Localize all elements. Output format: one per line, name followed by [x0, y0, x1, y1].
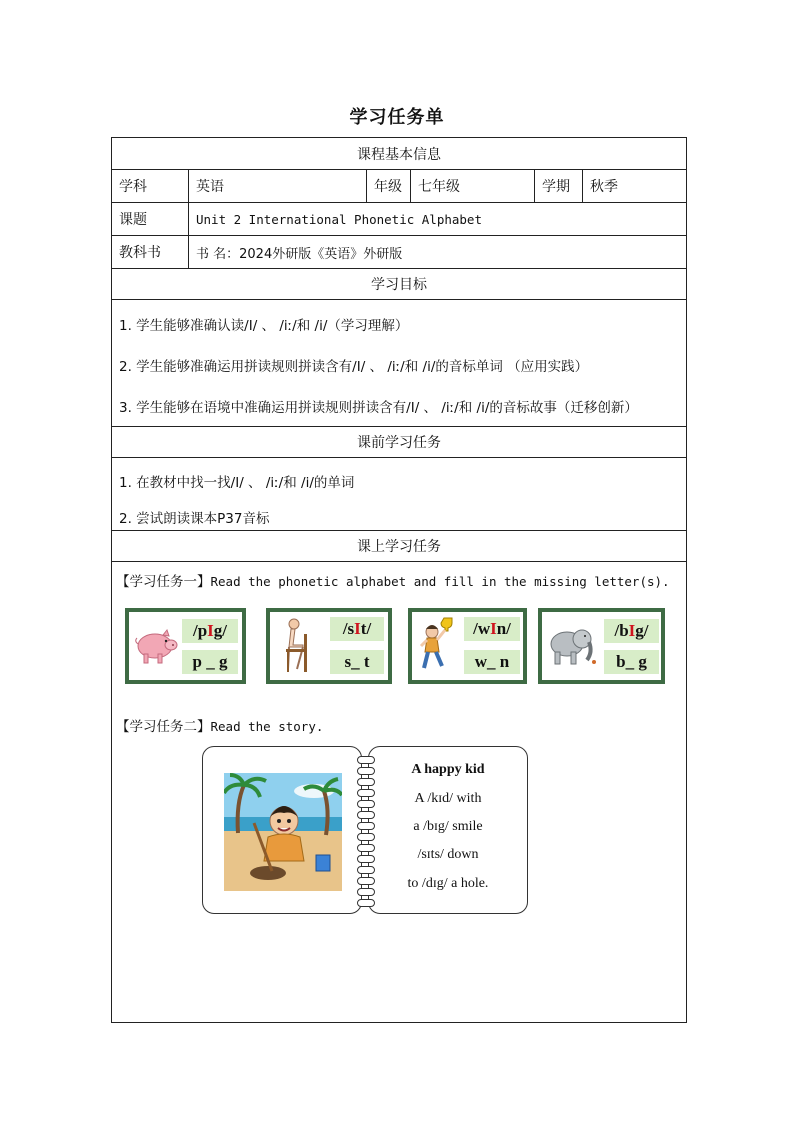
spiral-ring: [357, 822, 375, 830]
story-book-right-page: [368, 746, 528, 914]
objectives-section: [112, 300, 686, 427]
topic-value: Unit 2 International Phonetic Alphabet: [188, 203, 688, 235]
spiral-ring: [357, 899, 375, 907]
subject-row: [112, 170, 686, 203]
task-one-line: [116, 570, 670, 590]
objective-item-1: 1. 学生能够准确认读/I/ 、 /iː/和 /i/（学习理解）: [119, 318, 409, 334]
winner-boy-icon: [416, 616, 456, 676]
task-two-line: [116, 715, 323, 735]
pre-class-item-2: 2. 尝试朗读课本P37音标: [119, 511, 270, 527]
topic-row: [112, 203, 686, 236]
term-value: 秋季: [582, 170, 688, 202]
textbook-label: 教科书: [119, 245, 161, 261]
story-line-1: A /kɪd/ with: [414, 791, 482, 806]
spiral-ring: [357, 811, 375, 819]
textbook-value: 书 名：2024外研版《英语》外研版: [188, 236, 688, 268]
grade-label: 年级: [366, 170, 410, 202]
gap-word-pig: p _ g: [182, 650, 238, 674]
spiral-ring: [357, 789, 375, 797]
spiral-ring: [357, 778, 375, 786]
phonetic-card-sit: [266, 608, 392, 684]
subject-label: 学科: [119, 179, 147, 195]
spiral-ring: [357, 800, 375, 808]
beach-boy-illustration: [224, 773, 342, 891]
story-book-left-page: [202, 746, 362, 914]
phonetic-label-win: /w I n/: [464, 617, 520, 641]
topic-label: 课题: [119, 212, 147, 228]
term-label: 学期: [534, 170, 582, 202]
spiral-ring: [357, 767, 375, 775]
pre-class-header: 课前学习任务: [112, 427, 686, 458]
objective-item-2: 2. 学生能够准确运用拼读规则拼读含有/I/ 、 /iː/和 /i/的音标单词 （应用实践）: [119, 359, 589, 375]
task-two-prefix: 【学习任务二】: [116, 719, 211, 735]
worksheet-table: [111, 137, 687, 1023]
in-class-header: 课上学习任务: [112, 531, 686, 562]
pre-class-item-1: 1. 在教材中找一找/I/ 、 /iː/和 /i/的单词: [119, 475, 355, 491]
objective-item-3: 3. 学生能够在语境中准确运用拼读规则拼读含有/I/ 、 /iː/和 /i/的音标故事（迁移创新）: [119, 400, 638, 416]
grade-value: 七年级: [410, 170, 534, 202]
elephant-icon: [545, 624, 599, 668]
subject-value: 英语: [188, 170, 366, 202]
story-title: A happy kid: [411, 762, 485, 777]
story-line-3: /sɪts/ down: [417, 847, 479, 862]
spiral-ring: [357, 855, 375, 863]
spiral-ring: [357, 844, 375, 852]
spiral-ring: [357, 833, 375, 841]
pig-icon: [133, 626, 179, 666]
phonetic-label-sit: /s I t/: [330, 617, 384, 641]
phonetic-card-win: [408, 608, 527, 684]
phonetic-card-big: [538, 608, 665, 684]
story-line-2: a /bɪg/ smile: [413, 819, 483, 834]
gap-word-sit: s_ t: [330, 650, 384, 674]
gap-word-big: b_ g: [604, 650, 659, 674]
phonetic-card-pig: [125, 608, 246, 684]
spiral-ring: [357, 756, 375, 764]
textbook-row: [112, 236, 686, 269]
basic-info-header: 课程基本信息: [112, 138, 686, 170]
spiral-ring: [357, 888, 375, 896]
phonetic-label-big: /b I g/: [604, 619, 659, 643]
task-one-prefix: 【学习任务一】: [116, 574, 211, 590]
spiral-ring: [357, 866, 375, 874]
task-two-text: Read the story.: [210, 719, 324, 734]
sitting-person-icon: [278, 616, 316, 676]
spiral-ring: [357, 877, 375, 885]
page-title: 学习任务单: [349, 107, 445, 128]
gap-word-win: w_ n: [464, 650, 520, 674]
phonetic-label-pig: /p I g/: [182, 619, 238, 643]
pre-class-section: [112, 458, 686, 531]
task-one-text: Read the phonetic alphabet and fill in the missing letter(s).: [210, 574, 670, 589]
objectives-header: 学习目标: [112, 269, 686, 300]
story-line-4: to /dɪg/ a hole.: [407, 876, 489, 891]
